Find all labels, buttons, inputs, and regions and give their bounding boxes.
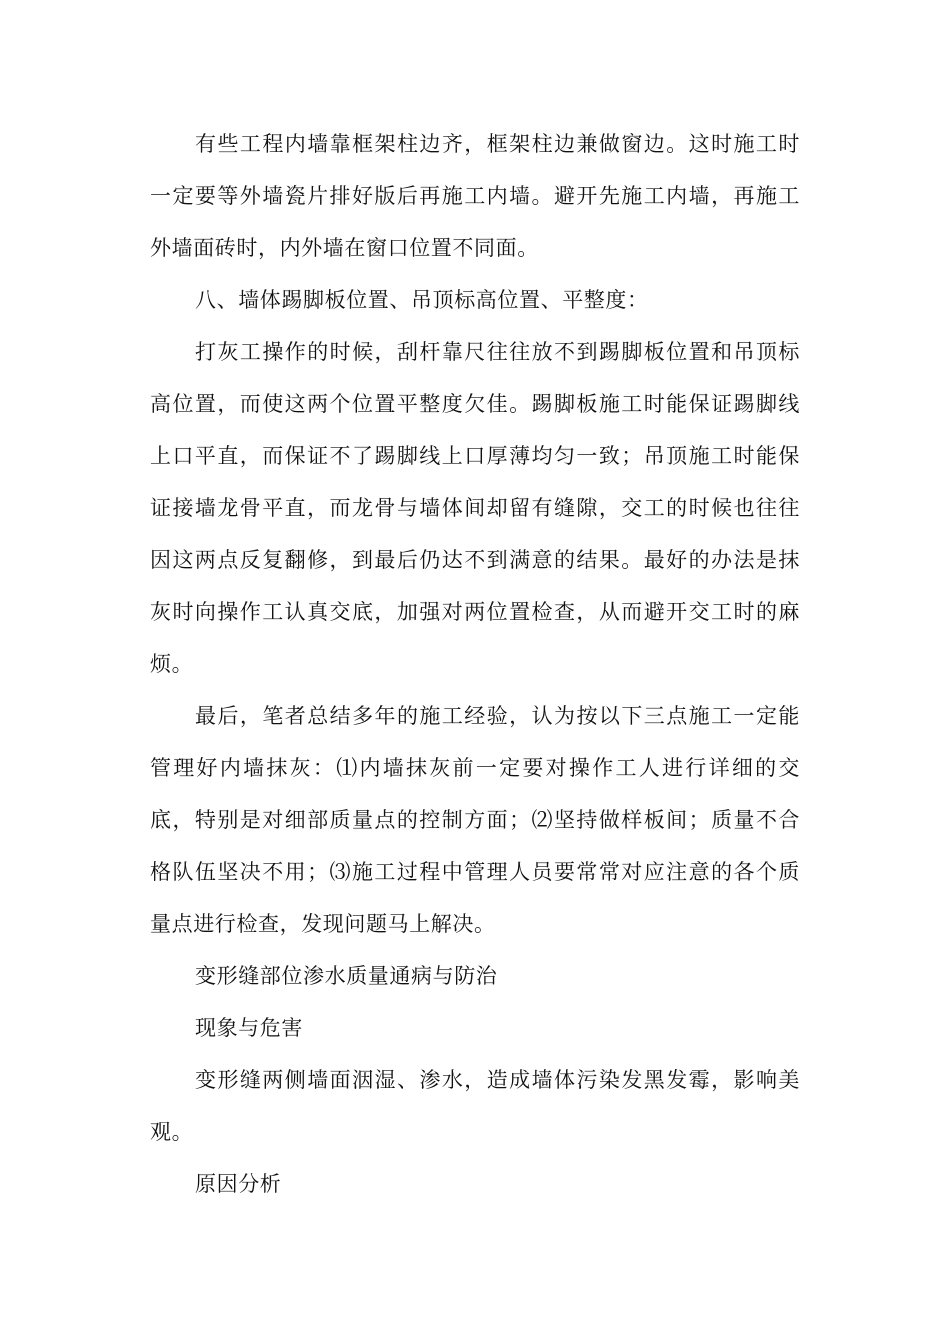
text-line: 因这两点反复翻修，到最后仍达不到满意的结果。最好的办法是抹 xyxy=(150,548,800,572)
heading-line: 变形缝部位渗水质量通病与防治 xyxy=(195,964,498,988)
text-line: 底，特别是对细部质量点的控制方面；⑵坚持做样板间；质量不合 xyxy=(150,808,800,832)
heading-line: 原因分析 xyxy=(195,1172,282,1196)
heading-line: 现象与危害 xyxy=(195,1016,303,1040)
paragraph-frame-column-window xyxy=(150,118,800,274)
text-line: 上口平直，而保证不了踢脚线上口厚薄均匀一致；吊顶施工时能保 xyxy=(150,444,800,468)
text-line: 一定要等外墙瓷片排好版后再施工内墙。避开先施工内墙，再施工 xyxy=(150,184,800,208)
text-line: 高位置，而使这两个位置平整度欠佳。踢脚板施工时能保证踢脚线 xyxy=(150,392,800,416)
heading-line: 八、墙体踢脚板位置、吊顶标高位置、平整度： xyxy=(195,288,649,312)
text-line: 观。 xyxy=(150,1120,194,1144)
text-line: 有些工程内墙靠框架柱边齐，框架柱边兼做窗边。这时施工时 xyxy=(195,132,800,156)
paragraph-plastering-operation xyxy=(150,326,800,690)
text-line: 最后，笔者总结多年的施工经验，认为按以下三点施工一定能 xyxy=(195,704,800,728)
text-line: 外墙面砖时，内外墙在窗口位置不同面。 xyxy=(150,236,539,260)
paragraph-summary-three-points xyxy=(150,690,800,950)
text-line: 证接墙龙骨平直，而龙骨与墙体间却留有缝隙，交工的时候也往往 xyxy=(150,496,800,520)
section-heading-skirting-ceiling xyxy=(150,274,800,326)
subheading-cause-analysis xyxy=(150,1158,800,1210)
subheading-phenomenon-hazard xyxy=(150,1002,800,1054)
document-body xyxy=(150,118,800,1210)
text-line: 打灰工操作的时候，刮杆靠尺往往放不到踢脚板位置和吊顶标 xyxy=(195,340,800,364)
section-heading-expansion-joint xyxy=(150,950,800,1002)
text-line: 量点进行检查，发现问题马上解决。 xyxy=(150,912,496,936)
text-line: 烦。 xyxy=(150,652,194,676)
text-line: 管理好内墙抹灰：⑴内墙抹灰前一定要对操作工人进行详细的交 xyxy=(150,756,800,780)
text-line: 格队伍坚决不用；⑶施工过程中管理人员要常常对应注意的各个质 xyxy=(150,860,800,884)
text-line: 灰时向操作工认真交底，加强对两位置检查，从而避开交工时的麻 xyxy=(150,600,800,624)
paragraph-seepage-description xyxy=(150,1054,800,1158)
text-line: 变形缝两侧墙面洇湿、渗水，造成墙体污染发黑发霉，影响美 xyxy=(195,1068,800,1092)
